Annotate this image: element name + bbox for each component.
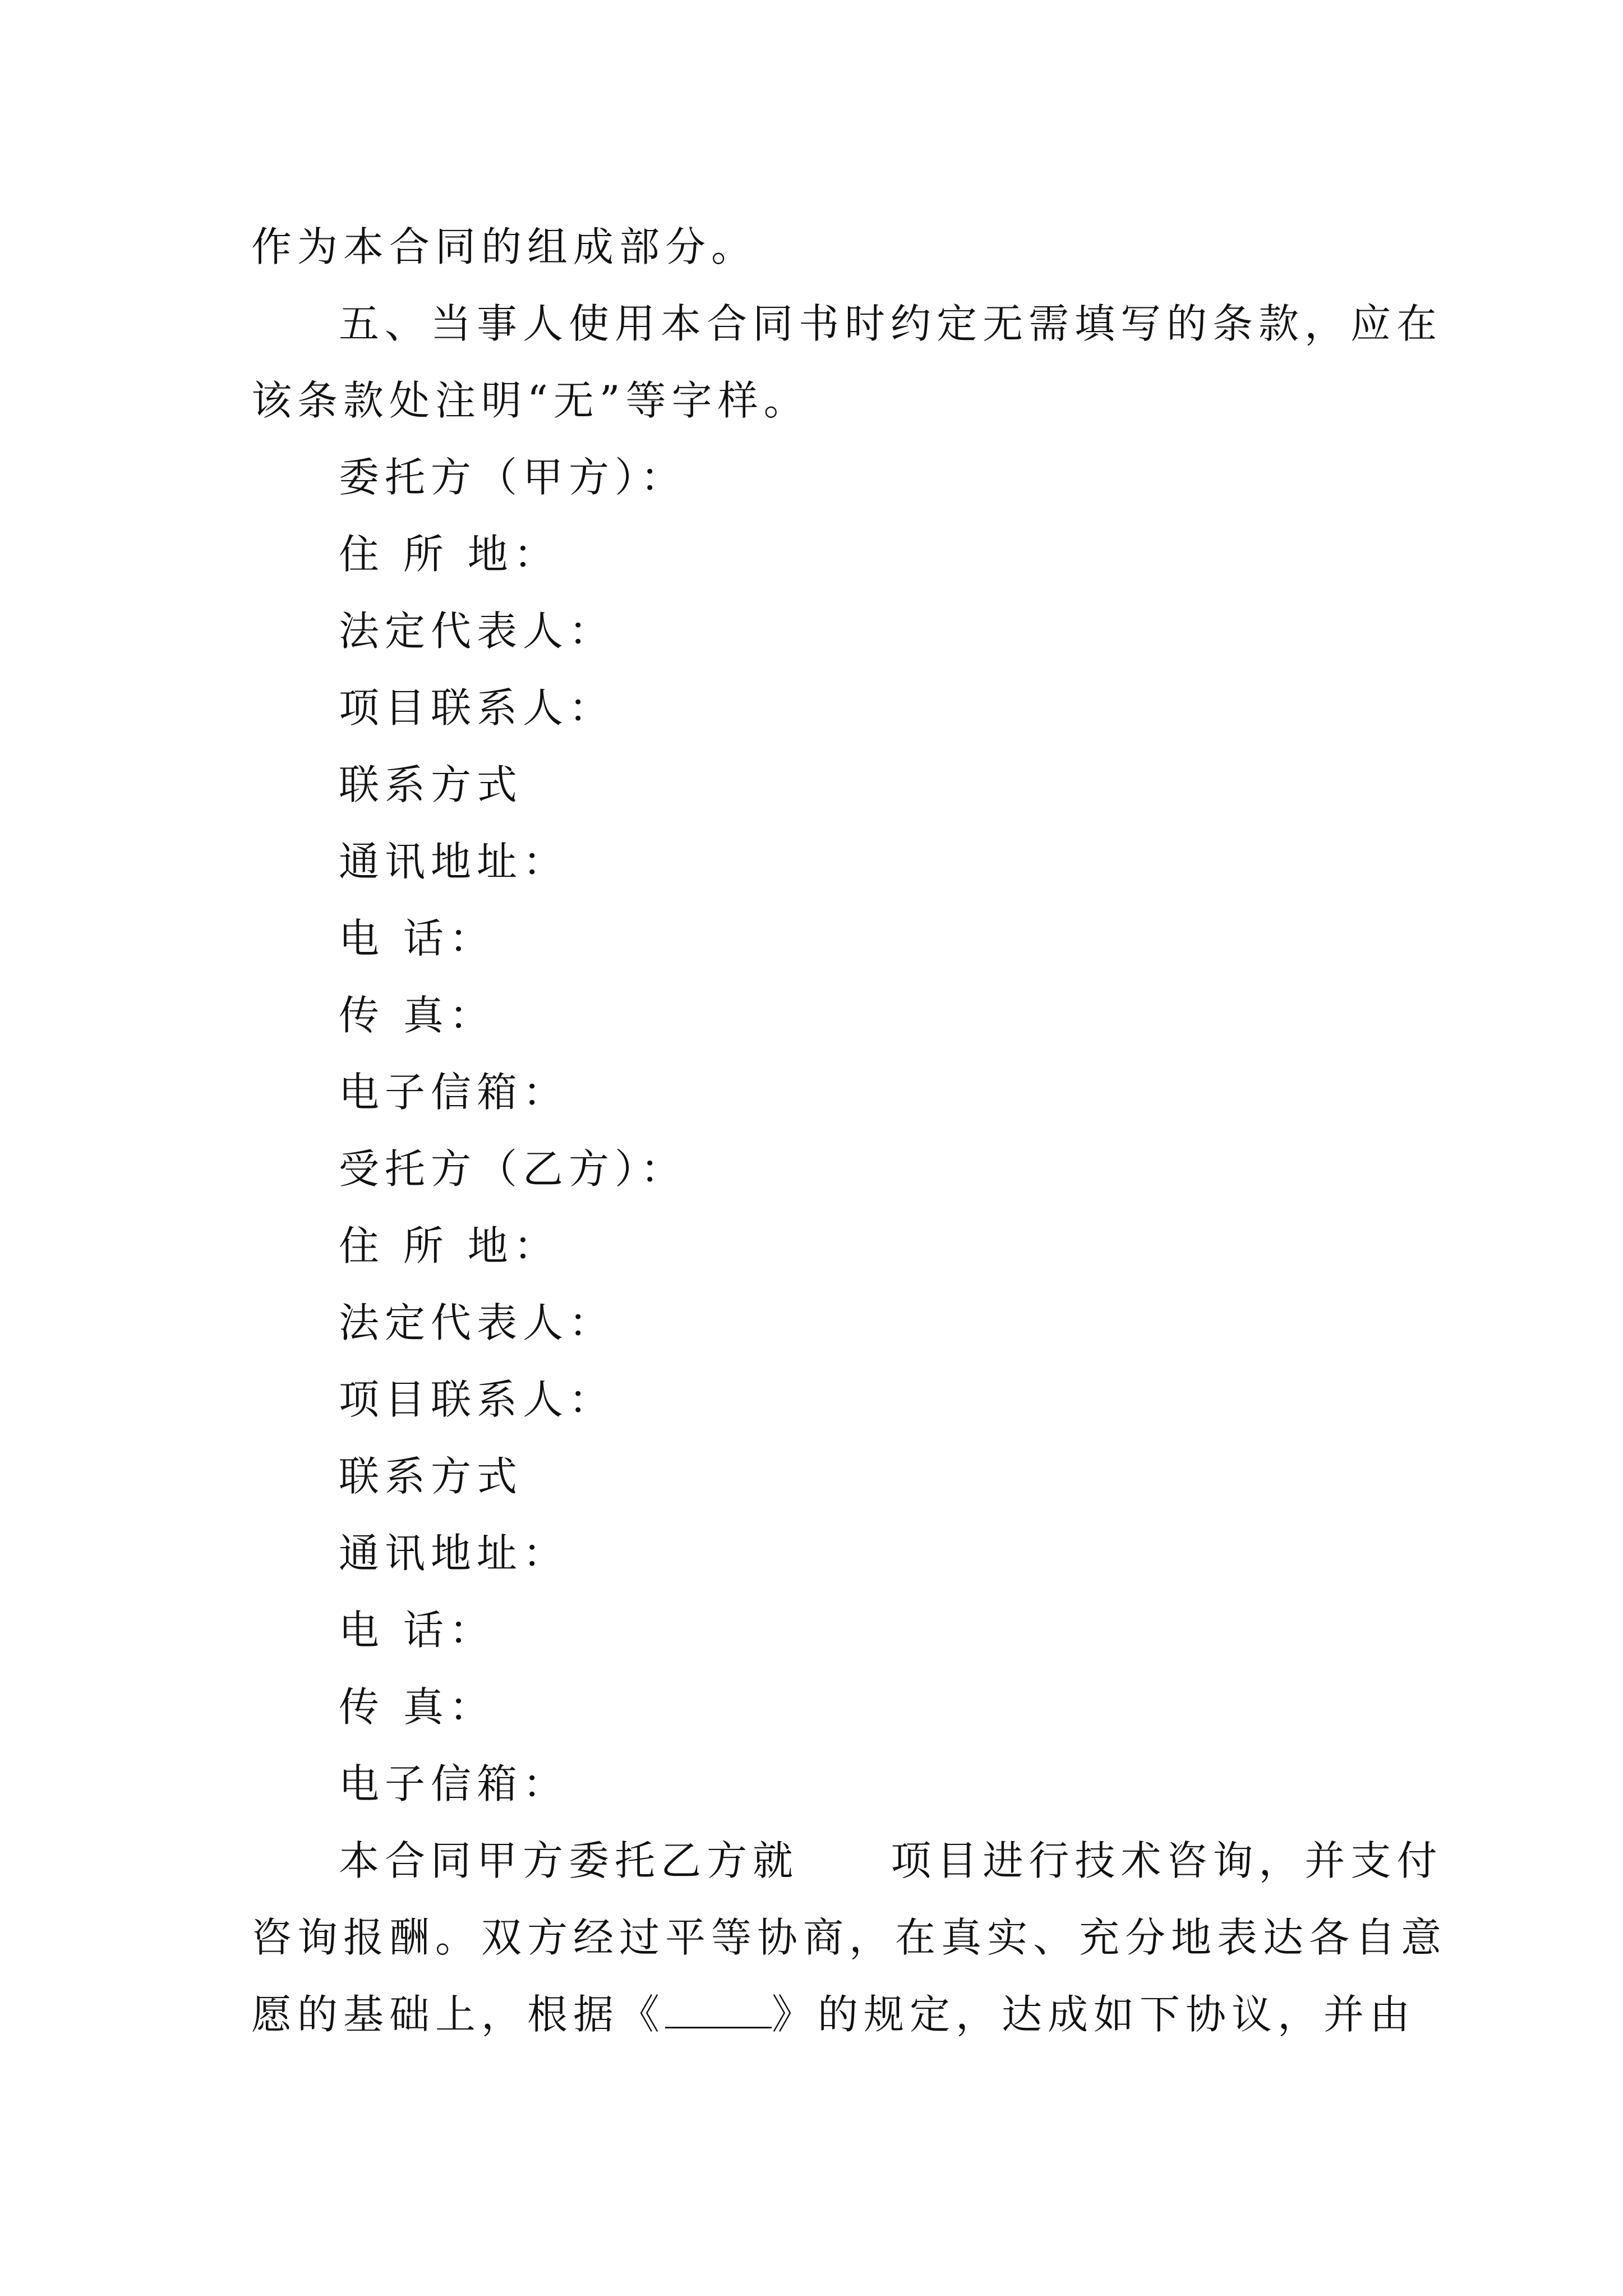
party-b-fax-label: 传 真： xyxy=(339,1683,495,1731)
text-segment: 》的规定，达成如下协议，并由 xyxy=(772,1991,1416,2038)
party-a-fax-label: 传 真： xyxy=(339,992,495,1039)
party-b-contact-person-label: 项目联系人： xyxy=(339,1376,615,1423)
text-line: 咨询报酬。双方经过平等协商，在真实、充分地表达各自意 xyxy=(251,1914,1447,1961)
party-a-address-label: 住 所 地： xyxy=(339,531,560,578)
text-line xyxy=(251,1976,1416,2053)
text-line: 五、当事人使用本合同书时约定无需填写的条款，应在 xyxy=(339,300,1443,347)
party-b-address-label: 住 所 地： xyxy=(339,1222,560,1269)
party-a-contact-person-label: 项目联系人： xyxy=(339,684,615,731)
party-b-mailing-address-label: 通讯地址： xyxy=(339,1530,569,1577)
party-b-phone-label: 电 话： xyxy=(339,1607,495,1654)
text-segment: 愿的基础上，根据《 xyxy=(251,1991,666,2038)
party-a-mailing-address-label: 通讯地址： xyxy=(339,838,569,885)
party-a-legal-rep-label: 法定代表人： xyxy=(339,608,615,655)
text-line: 本合同甲方委托乙方就 项目进行技术咨询，并支付 xyxy=(339,1837,1443,1884)
party-a-contact-method-label: 联系方式 xyxy=(339,761,523,808)
party-b-contact-method-label: 联系方式 xyxy=(339,1453,523,1500)
party-b-heading: 受托方（乙方）： xyxy=(339,1145,687,1193)
blank-underline xyxy=(665,1994,772,2028)
party-a-phone-label: 电 话： xyxy=(339,915,495,962)
document-body xyxy=(251,209,1447,2053)
text-line: 作为本合同的组成部分。 xyxy=(251,223,758,270)
party-a-heading: 委托方（甲方）： xyxy=(339,454,687,501)
party-b-legal-rep-label: 法定代表人： xyxy=(339,1299,615,1346)
party-a-email-label: 电子信箱： xyxy=(339,1069,569,1116)
text-line: 该条款处注明“无”等字样。 xyxy=(251,377,810,424)
party-b-email-label: 电子信箱： xyxy=(339,1760,569,1807)
